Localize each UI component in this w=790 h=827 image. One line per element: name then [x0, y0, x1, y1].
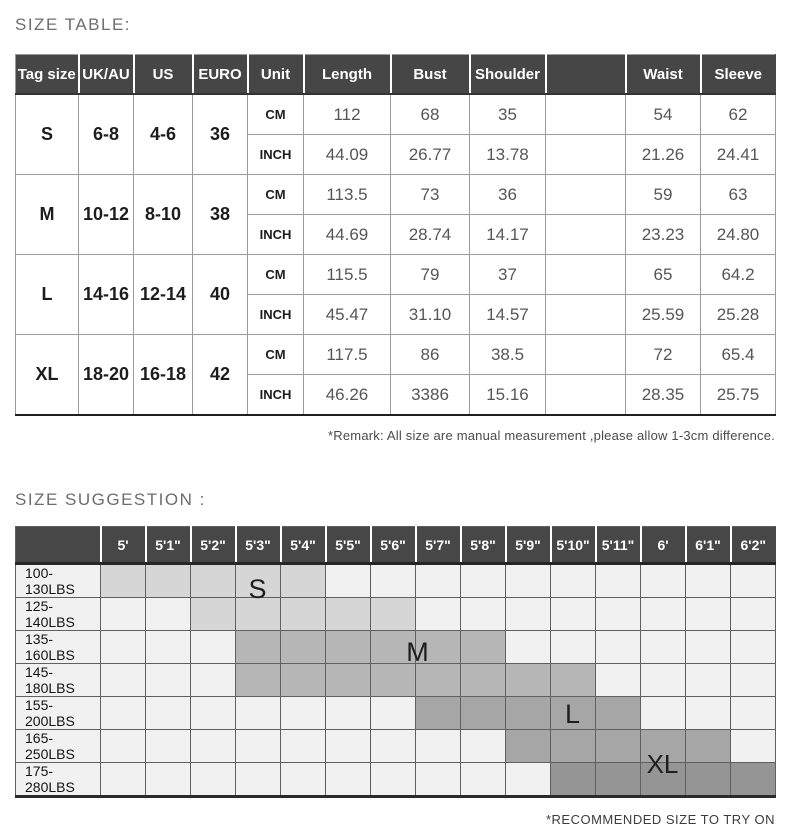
height-column-header: 5'1"	[146, 527, 191, 564]
suggestion-cell	[596, 564, 641, 598]
weight-label-cell: 145-180LBS	[16, 664, 101, 697]
size-table-row-s-cm	[16, 94, 776, 135]
measurement-value	[546, 94, 626, 135]
measurement-value	[546, 335, 626, 375]
measurement-value: 31.10	[391, 295, 470, 335]
size-table-column-header: Unit	[248, 55, 304, 95]
suggestion-cell-shaded-l	[686, 730, 731, 763]
suggestion-cell	[416, 730, 461, 763]
suggestion-row	[16, 598, 776, 631]
suggestion-row	[16, 664, 776, 697]
suggestion-cell	[731, 564, 776, 598]
suggestion-cell-shaded-xl	[731, 763, 776, 797]
size-table-title: SIZE TABLE:	[15, 15, 132, 34]
measurement-value: 63	[701, 175, 776, 215]
measurement-value: 79	[391, 255, 470, 295]
suggestion-cell-shaded-m	[506, 664, 551, 697]
unit-label-inch: INCH	[248, 215, 304, 255]
measurement-value: 24.41	[701, 135, 776, 175]
height-column-header: 5'7"	[416, 527, 461, 564]
weight-label-cell: 135-160LBS	[16, 631, 101, 664]
size-letter-l: L	[564, 699, 581, 729]
suggestion-cell	[731, 631, 776, 664]
suggestion-cell	[326, 564, 371, 598]
suggestion-cell	[146, 697, 191, 730]
suggestion-cell	[506, 631, 551, 664]
suggestion-cell	[731, 598, 776, 631]
suggestion-cell-shaded-m	[236, 631, 281, 664]
measurement-value	[546, 375, 626, 416]
suggestion-cell	[641, 631, 686, 664]
suggestion-cell-shaded-xl	[596, 763, 641, 797]
measurement-value: 72	[626, 335, 701, 375]
measurement-value	[546, 135, 626, 175]
height-column-header: 5'11"	[596, 527, 641, 564]
suggestion-cell	[281, 730, 326, 763]
height-column-header: 5'4"	[281, 527, 326, 564]
measurement-value	[546, 175, 626, 215]
euro-cell: 36	[193, 94, 248, 175]
suggestion-cell-shaded-l	[551, 730, 596, 763]
size-table-row-xl-cm	[16, 335, 776, 375]
suggestion-cell	[191, 697, 236, 730]
suggestion-cell	[101, 763, 146, 797]
measurement-value: 65.4	[701, 335, 776, 375]
height-column-header: 5'	[101, 527, 146, 564]
suggestion-cell	[281, 697, 326, 730]
measurement-value: 46.26	[304, 375, 391, 416]
measurement-value: 117.5	[304, 335, 391, 375]
suggestion-cell	[191, 664, 236, 697]
size-letter-m: M	[406, 637, 429, 667]
euro-cell: 40	[193, 255, 248, 335]
suggestion-cell	[416, 763, 461, 797]
suggestion-cell	[506, 598, 551, 631]
suggestion-cell-shaded-l	[506, 697, 551, 730]
suggestion-cell	[191, 730, 236, 763]
height-column-header: 5'9"	[506, 527, 551, 564]
size-letter-s: S	[248, 574, 267, 604]
size-suggestion-chart	[15, 526, 775, 798]
ukau-cell: 14-16	[79, 255, 134, 335]
suggestion-cell	[191, 763, 236, 797]
suggestion-cell	[146, 664, 191, 697]
size-letter-xl: XL	[646, 749, 679, 779]
suggestion-cell-shaded-l	[416, 697, 461, 730]
height-column-header: 5'8"	[461, 527, 506, 564]
measurement-value: 68	[391, 94, 470, 135]
suggestion-cell	[641, 598, 686, 631]
tag-size-cell: XL	[16, 335, 79, 416]
suggestion-cell	[146, 631, 191, 664]
height-column-header: 6'	[641, 527, 686, 564]
measurement-value: 25.59	[626, 295, 701, 335]
us-cell: 12-14	[134, 255, 193, 335]
size-table-header	[16, 55, 776, 95]
suggestion-cell	[101, 631, 146, 664]
suggestion-cell	[461, 598, 506, 631]
height-column-header: 5'3"	[236, 527, 281, 564]
suggestion-cell	[731, 664, 776, 697]
suggestion-row	[16, 697, 776, 730]
suggestion-cell	[731, 697, 776, 730]
weight-label-cell: 175-280LBS	[16, 763, 101, 797]
suggestion-corner-cell	[16, 527, 101, 564]
unit-label-cm: CM	[248, 255, 304, 295]
suggestion-cell-shaded-l	[596, 730, 641, 763]
size-table-row-l-cm	[16, 255, 776, 295]
suggestion-cell-shaded-m	[236, 664, 281, 697]
size-table-column-header: EURO	[193, 55, 248, 95]
suggestion-cell	[371, 730, 416, 763]
suggestion-cell	[551, 564, 596, 598]
height-column-header: 5'2"	[191, 527, 236, 564]
ukau-cell: 6-8	[79, 94, 134, 175]
suggestion-cell-shaded-m	[326, 631, 371, 664]
measurement-value: 23.23	[626, 215, 701, 255]
suggestion-cell-shaded-xl	[686, 763, 731, 797]
size-table-column-header: Bust	[391, 55, 470, 95]
size-table-row-m-cm	[16, 175, 776, 215]
height-column-header: 5'10"	[551, 527, 596, 564]
tag-size-cell: S	[16, 94, 79, 175]
measurement-value: 62	[701, 94, 776, 135]
suggestion-cell	[326, 763, 371, 797]
measurement-value: 28.74	[391, 215, 470, 255]
measurement-value: 44.69	[304, 215, 391, 255]
tag-size-cell: L	[16, 255, 79, 335]
measurement-value: 112	[304, 94, 391, 135]
height-column-header: 5'5"	[326, 527, 371, 564]
suggestion-cell	[146, 730, 191, 763]
suggestion-row	[16, 564, 776, 598]
suggestion-cell-shaded-s	[326, 598, 371, 631]
suggestion-cell-shaded-m	[416, 664, 461, 697]
measurement-value: 115.5	[304, 255, 391, 295]
suggestion-cell	[101, 664, 146, 697]
measurement-value: 35	[470, 94, 546, 135]
measurement-value: 44.09	[304, 135, 391, 175]
size-suggestion-header	[16, 527, 776, 564]
weight-label-cell: 125-140LBS	[16, 598, 101, 631]
height-column-header: 6'1"	[686, 527, 731, 564]
suggestion-cell	[371, 763, 416, 797]
suggestion-cell	[236, 763, 281, 797]
size-table-remark: *Remark: All size are manual measurement ,please allow 1-3cm difference.	[328, 428, 775, 443]
measurement-value: 113.5	[304, 175, 391, 215]
suggestion-cell	[191, 631, 236, 664]
suggestion-cell-shaded-l	[461, 697, 506, 730]
suggestion-cell	[551, 631, 596, 664]
suggestion-cell-shaded-s	[191, 564, 236, 598]
suggestion-cell-shaded-l	[506, 730, 551, 763]
unit-label-inch: INCH	[248, 135, 304, 175]
suggestion-cell-shaded-l	[596, 697, 641, 730]
measurement-value: 15.16	[470, 375, 546, 416]
suggestion-cell	[326, 730, 371, 763]
us-cell: 4-6	[134, 94, 193, 175]
suggestion-cell	[686, 631, 731, 664]
measurement-value: 86	[391, 335, 470, 375]
us-cell: 16-18	[134, 335, 193, 416]
measurement-value: 21.26	[626, 135, 701, 175]
suggestion-cell-shaded-s	[281, 564, 326, 598]
suggestion-cell	[731, 730, 776, 763]
unit-label-cm: CM	[248, 335, 304, 375]
suggestion-cell	[686, 697, 731, 730]
suggestion-cell	[596, 664, 641, 697]
suggestion-cell	[236, 697, 281, 730]
measurement-value: 45.47	[304, 295, 391, 335]
suggestion-cell-shaded-s	[191, 598, 236, 631]
suggestion-cell-shaded-s	[281, 598, 326, 631]
suggestion-cell-shaded-m	[281, 631, 326, 664]
suggestion-cell	[641, 697, 686, 730]
suggestion-cell	[236, 730, 281, 763]
suggestion-cell	[641, 564, 686, 598]
suggestion-cell-shaded-m	[461, 631, 506, 664]
measurement-value: 25.75	[701, 375, 776, 416]
suggestion-cell	[371, 564, 416, 598]
weight-label-cell: 155-200LBS	[16, 697, 101, 730]
measurement-value: 38.5	[470, 335, 546, 375]
size-table-column-header: Tag size	[16, 55, 79, 95]
size-suggestion-title: SIZE SUGGESTION :	[15, 490, 206, 509]
suggestion-cell	[461, 763, 506, 797]
measurement-value: 37	[470, 255, 546, 295]
euro-cell: 38	[193, 175, 248, 255]
suggestion-cell-shaded-m	[551, 664, 596, 697]
recommended-size-note: *RECOMMENDED SIZE TO TRY ON	[545, 812, 775, 827]
suggestion-cell-shaded-m	[371, 664, 416, 697]
size-table-column-header: Length	[304, 55, 391, 95]
suggestion-cell	[101, 730, 146, 763]
suggestion-cell	[596, 631, 641, 664]
size-table-column-header: Shoulder	[470, 55, 546, 95]
suggestion-cell	[506, 564, 551, 598]
size-table-column-header: Waist	[626, 55, 701, 95]
size-table-column-header: UK/AU	[79, 55, 134, 95]
suggestion-cell-shaded-m	[281, 664, 326, 697]
suggestion-cell-shaded-s	[101, 564, 146, 598]
suggestion-cell	[326, 697, 371, 730]
measurement-value: 24.80	[701, 215, 776, 255]
suggestion-cell	[641, 664, 686, 697]
suggestion-cell-shaded-m	[461, 664, 506, 697]
suggestion-cell	[686, 598, 731, 631]
suggestion-cell	[371, 697, 416, 730]
suggestion-cell	[281, 763, 326, 797]
measurement-value	[546, 295, 626, 335]
measurement-value: 14.17	[470, 215, 546, 255]
measurement-value: 28.35	[626, 375, 701, 416]
height-column-header: 5'6"	[371, 527, 416, 564]
measurement-value: 26.77	[391, 135, 470, 175]
measurement-value: 3386	[391, 375, 470, 416]
suggestion-cell-shaded-s	[146, 564, 191, 598]
us-cell: 8-10	[134, 175, 193, 255]
unit-label-cm: CM	[248, 94, 304, 135]
measurement-value: 13.78	[470, 135, 546, 175]
size-table-column-header: Sleeve	[701, 55, 776, 95]
unit-label-inch: INCH	[248, 375, 304, 416]
ukau-cell: 18-20	[79, 335, 134, 416]
suggestion-cell	[146, 598, 191, 631]
suggestion-cell	[686, 664, 731, 697]
suggestion-cell-shaded-s	[371, 598, 416, 631]
measurement-value	[546, 215, 626, 255]
suggestion-cell	[416, 564, 461, 598]
size-table-body	[16, 94, 776, 415]
suggestion-cell	[506, 763, 551, 797]
suggestion-cell-shaded-xl	[551, 763, 596, 797]
suggestion-cell	[461, 730, 506, 763]
suggestion-cell	[146, 763, 191, 797]
euro-cell: 42	[193, 335, 248, 416]
measurement-value: 64.2	[701, 255, 776, 295]
measurement-value: 59	[626, 175, 701, 215]
height-column-header: 6'2"	[731, 527, 776, 564]
measurement-value: 14.57	[470, 295, 546, 335]
suggestion-cell	[101, 598, 146, 631]
size-table-column-header: US	[134, 55, 193, 95]
measurement-value	[546, 255, 626, 295]
suggestion-cell	[551, 598, 596, 631]
suggestion-cell-shaded-m	[326, 664, 371, 697]
tag-size-cell: M	[16, 175, 79, 255]
measurement-value: 54	[626, 94, 701, 135]
suggestion-cell	[686, 564, 731, 598]
measurement-value: 65	[626, 255, 701, 295]
ukau-cell: 10-12	[79, 175, 134, 255]
suggestion-cell	[416, 598, 461, 631]
measurement-value: 25.28	[701, 295, 776, 335]
suggestion-cell	[101, 697, 146, 730]
unit-label-cm: CM	[248, 175, 304, 215]
size-table	[15, 54, 776, 416]
size-table-column-header	[546, 55, 626, 95]
suggestion-cell	[461, 564, 506, 598]
weight-label-cell: 100-130LBS	[16, 564, 101, 598]
weight-label-cell: 165-250LBS	[16, 730, 101, 763]
measurement-value: 73	[391, 175, 470, 215]
measurement-value: 36	[470, 175, 546, 215]
unit-label-inch: INCH	[248, 295, 304, 335]
suggestion-cell	[596, 598, 641, 631]
